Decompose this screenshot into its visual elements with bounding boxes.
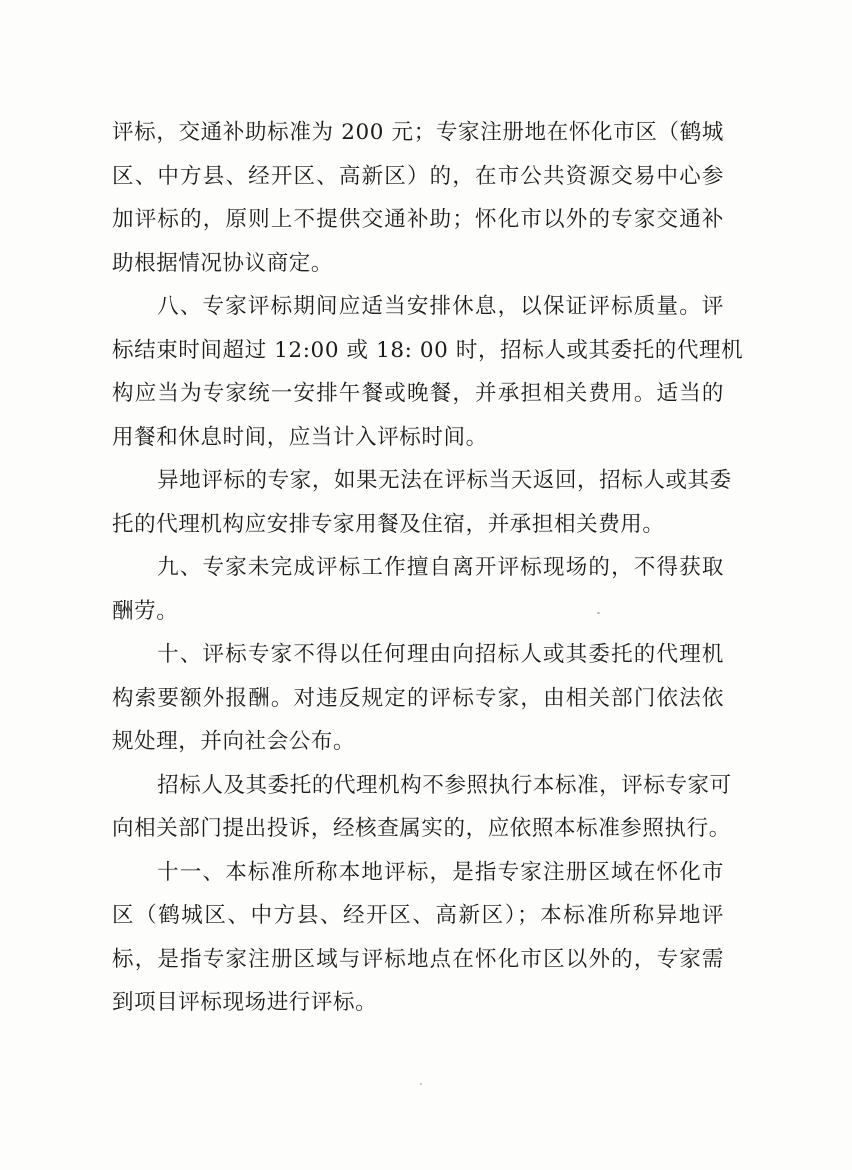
paragraph [112, 111, 724, 285]
paragraph-line: 酬劳。 [112, 598, 179, 624]
paragraph-line: 托的代理机构应安排专家用餐及住宿，并承担相关费用。 [112, 511, 665, 537]
scan-speck [597, 612, 600, 614]
paragraph-line: 十一、本标准所称本地评标，是指专家注册区域在怀化市 [157, 859, 724, 885]
paragraph-line: 构应当为专家统一安排午餐或晚餐，并承担相关费用。适当的 [112, 381, 724, 406]
paragraph-line: 区、中方县、经开区、高新区）的，在市公共资源交易中心参 [112, 163, 724, 189]
paragraph-line: 助根据情况协议商定。 [112, 250, 334, 276]
paragraph-line: 标结束时间超过 12:00 或 18: 00 时，招标人或其委托的代理机 [112, 337, 744, 363]
paragraph-line: 十、评标专家不得以任何理由向招标人或其委托的代理机 [157, 642, 724, 667]
paragraph-line: 九、专家未完成评标工作擅自离开评标现场的，不得获取 [157, 555, 724, 580]
paragraph [112, 851, 724, 1025]
paragraph-line: 加评标的，原则上不提供交通补助；怀化市以外的专家交通补 [112, 207, 724, 232]
paragraph-line: 评标，交通补助标准为 200 元；专家注册地在怀化市区（鹤城 [112, 120, 724, 145]
paragraph-line: 区（鹤城区、中方县、经开区、高新区）；本标准所称异地评 [112, 903, 724, 928]
paragraph-line: 八、专家评标期间应适当安排休息，以保证评标质量。评 [157, 294, 724, 319]
paragraph [112, 459, 732, 546]
paragraph [112, 546, 724, 633]
paragraph-line: 招标人及其委托的代理机构不参照执行本标准，评标专家可 [157, 772, 732, 798]
paragraph-line: 异地评标的专家，如果无法在评标当天返回，招标人或其委 [157, 468, 732, 493]
paragraph [112, 764, 732, 851]
scan-speck [420, 1083, 422, 1085]
paragraph-line: 标，是指专家注册区域与评标地点在怀化市区以外的，专家需 [112, 946, 724, 972]
paragraph-line: 用餐和休息时间，应当计入评标时间。 [112, 424, 488, 450]
paragraph-line: 构索要额外报酬。对违反规定的评标专家，由相关部门依法依 [112, 685, 724, 711]
document-body [112, 111, 744, 1025]
paragraph-line: 向相关部门提出投诉，经核查属实的，应依照本标准参照执行。 [112, 816, 731, 841]
paragraph [112, 285, 744, 459]
paragraph [112, 633, 724, 764]
paragraph-line: 到项目评标现场进行评标。 [112, 990, 378, 1015]
paragraph-line: 规处理，并向社会公布。 [112, 729, 356, 754]
